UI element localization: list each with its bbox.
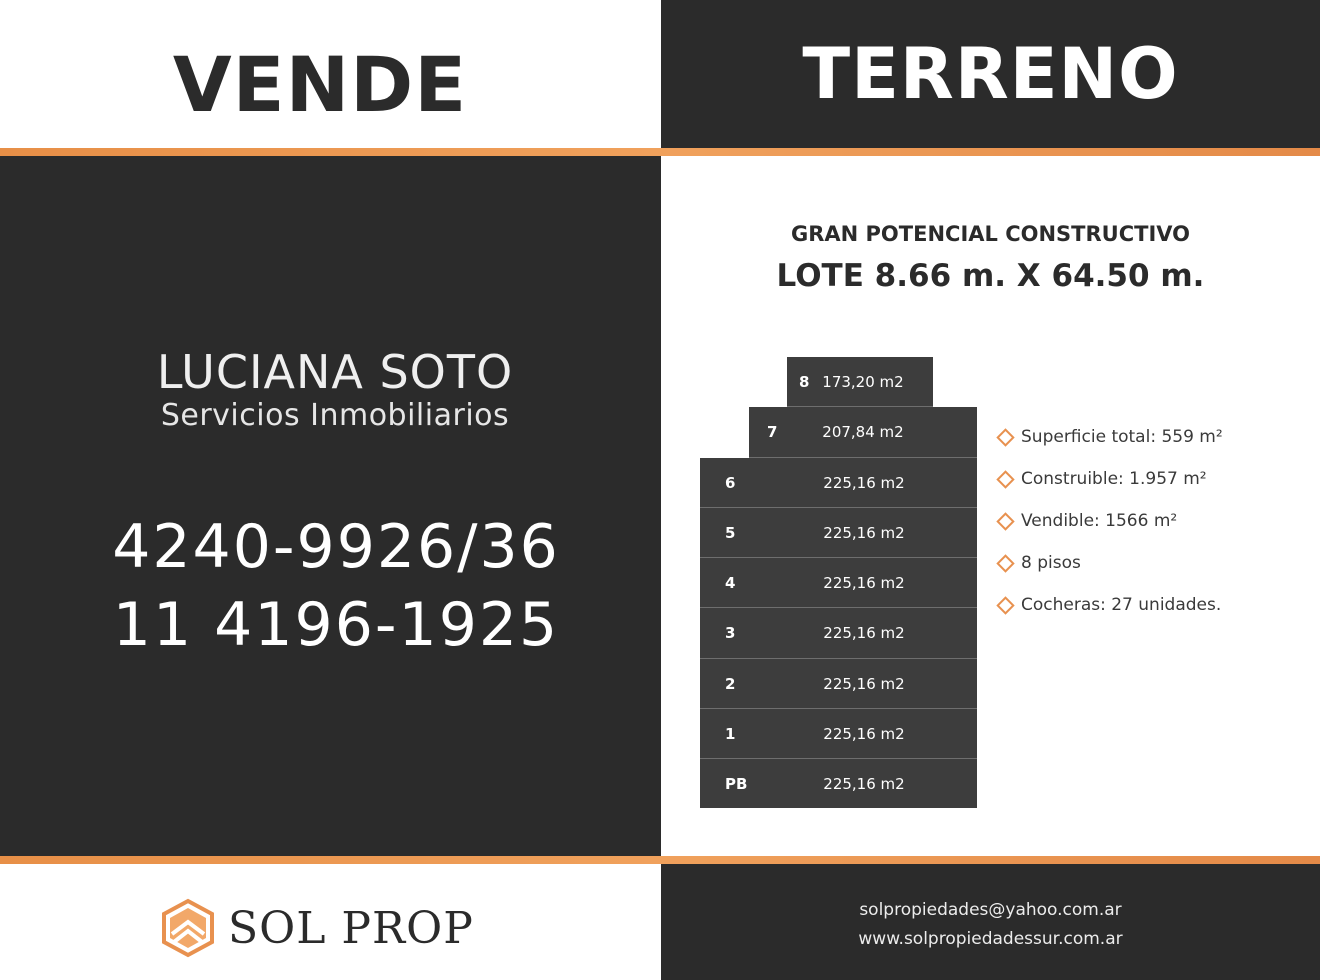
floor-label: PB <box>725 774 748 793</box>
diamond-bullet-icon <box>996 512 1014 530</box>
floor-4 <box>700 558 977 608</box>
floor-7 <box>749 407 977 458</box>
floor-2 <box>700 659 977 709</box>
feature-text: 8 pisos <box>1021 553 1081 573</box>
floor-1 <box>700 709 977 759</box>
floor-area: 173,20 m2 <box>822 372 904 391</box>
floor-3 <box>700 608 977 659</box>
floor-area: 225,16 m2 <box>823 774 905 793</box>
feature-text: Vendible: 1566 m² <box>1021 511 1178 531</box>
agent-panel <box>0 156 661 856</box>
floor-pb <box>700 759 977 808</box>
floor-label: 1 <box>725 724 736 743</box>
accent-bar-top <box>0 148 1320 156</box>
feature-text: Superficie total: 559 m² <box>1021 427 1223 447</box>
floor-label: 4 <box>725 573 736 592</box>
floor-area: 225,16 m2 <box>823 523 905 542</box>
diamond-bullet-icon <box>996 554 1014 572</box>
headline-terreno: TERRENO <box>802 33 1179 115</box>
floor-area: 225,16 m2 <box>823 674 905 693</box>
floor-area: 207,84 m2 <box>822 423 904 441</box>
brand-name: SOL PROP <box>228 902 474 954</box>
diamond-bullet-icon <box>996 596 1014 614</box>
floor-area: 225,16 m2 <box>823 724 905 743</box>
floor-area: 225,16 m2 <box>823 473 905 492</box>
feature-list <box>996 416 1316 626</box>
diamond-bullet-icon <box>996 428 1014 446</box>
property-subheading: GRAN POTENCIAL CONSTRUCTIVO <box>791 222 1190 246</box>
phone-number-1: 4240-9926/36 <box>112 512 560 582</box>
phone-number-2: 11 4196-1925 <box>112 590 560 660</box>
floor-8 <box>787 357 933 407</box>
feature-item <box>996 458 1316 500</box>
floor-label: 3 <box>725 624 736 642</box>
agent-name: LUCIANA SOTO <box>156 345 514 399</box>
feature-item <box>996 500 1316 542</box>
floor-area: 225,16 m2 <box>823 573 905 592</box>
feature-text: Construible: 1.957 m² <box>1021 469 1207 489</box>
floor-area: 225,16 m2 <box>823 624 905 642</box>
house-hexagon-logo-icon <box>160 898 216 958</box>
floor-label: 6 <box>725 473 736 492</box>
headline-vende: VENDE <box>172 40 468 129</box>
footer-right-panel <box>661 864 1320 980</box>
contact-email[interactable]: solpropiedades@yahoo.com.ar <box>859 900 1122 920</box>
floor-label: 8 <box>799 372 810 391</box>
diamond-bullet-icon <box>996 470 1014 488</box>
contact-website[interactable]: www.solpropiedadessur.com.ar <box>858 929 1123 949</box>
floor-label: 7 <box>767 423 778 441</box>
floor-5 <box>700 508 977 558</box>
accent-bar-bottom <box>0 856 1320 864</box>
feature-item <box>996 584 1316 626</box>
agent-subtitle: Servicios Inmobiliarios <box>160 398 510 433</box>
floor-label: 5 <box>725 523 736 542</box>
lot-size: LOTE 8.66 m. X 64.50 m. <box>776 258 1205 294</box>
floor-6 <box>700 458 977 508</box>
brand-logo <box>160 896 500 960</box>
feature-text: Cocheras: 27 unidades. <box>1021 595 1222 615</box>
feature-item <box>996 542 1316 584</box>
floor-label: 2 <box>725 674 736 693</box>
feature-item <box>996 416 1316 458</box>
